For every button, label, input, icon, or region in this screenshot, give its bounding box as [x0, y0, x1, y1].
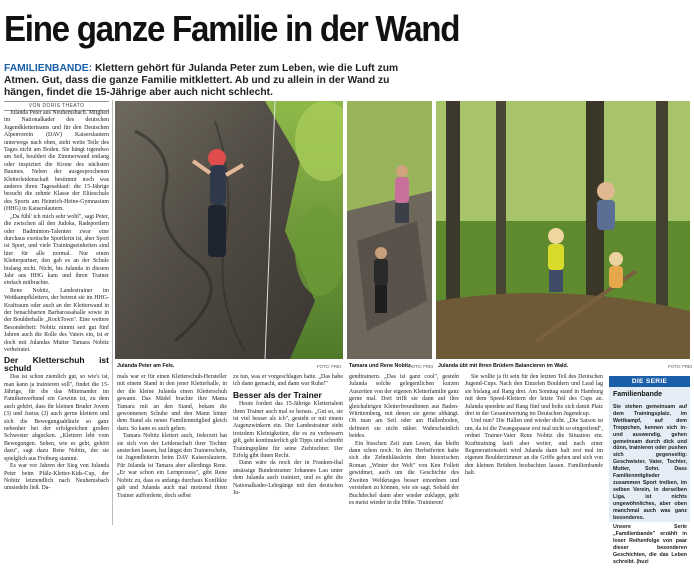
series-text: [613, 404, 687, 569]
lead-paragraph: [4, 63, 424, 99]
body-paragraph: mals war er für einen Kletterschuh-Hersteller mit einem Stand in den jener Kletterhalle, in der die kleine Julanda einen Kletterschuh gewann. Das Mädel brachte ihre Mama Tamara mit an den Stand, bekam die gewonnenen Schuhe und den Mann hinter dem Stand als neues Familienmitglied gleich dazu. So kann es auch gehen.: [117, 374, 227, 432]
headline: Eine ganze Familie in der Wand: [4, 8, 460, 49]
photo-credit: FOTO: FREI: [317, 364, 342, 369]
photo-caption: Julanda übt mit ihren Brüdern Balancieren im Wald.: [438, 363, 569, 369]
body-paragraph: Sie wollte ja fit sein für den letzten Teil des Deutschen Jugend-Cups. Nach den Einzelen Bouldern und Lead lag sie bislang auf Rang drei. Am Sonntag stand in Hamburg mit dem Speed-Klettern der letzte Teil des Cups an. Julanda speedete auf Rang fünf und holte sich damit Platz drei in der Gesamtwertung im Deutschen Jugendcup.: [465, 374, 603, 418]
article-column-3: [233, 374, 343, 498]
climber-on-rock-photo: [115, 101, 343, 359]
body-paragraph: zu tun, was er vorgeschlagen hatte. „Das habe ich dann gemacht, und dann war Ruhe!": [233, 374, 343, 388]
series-paragraph: Sie stehen gemeinsam auf dem Trainingsplatz, im Wettkampf, auf dem Treppchen, kennen sich in- und auswendig, gehen gemeinsam durch dick und dünn, trainieren oder pushen sich gegenseitig: Geschwister, Vater, Tochter, Mutter, Sohn. Dass Familienmitglieder zusammen Sport treiben, im selben Verein, in derselben Liga, ist nichts ungewöhnliches, aber oben manchmal auch was ganz besonderes.: [613, 404, 687, 521]
body-paragraph: Rene Nobitz, Landestrainer im Wettkampfklettern, der betreut sie im HHG-Kraftraum oder auch an der Kletterwand in der benachbarten Barbarossahalle sowie in der Boulderhalle „RockTown". Eine weitere Besonderheit: Nobitz nimmt seit gut fünf Jahren auch die Rolle des Vaters ein, ist er doch mit Julandas Mutter Tamara Nobitz verheiratet.: [4, 287, 109, 353]
photo-credit: FOTO: FREI: [668, 364, 693, 369]
photo-caption: Tamara und Rene Nobitz.: [349, 363, 413, 369]
body-paragraph: Und nun? Die Hallen und wieder dicht. „Die Saison ist um, da ist die Zwangspause erst mal nicht so eingreifend", ordnet Trainer-Vater Rene Nobitz die Situation ein. Krafttraining lauft aber weiter, und nach einer Regenerationszeit wird Julanda dann halt erst mal im eigenen Boulderzimmer an die Griffe gehen und sich von den kleinen Brüdern beobachten lassen. Familienbande halt.: [465, 418, 603, 477]
photo-credit: FOTO: FREI: [409, 364, 434, 369]
byline: VON DORIS THEATO: [4, 101, 109, 111]
body-paragraph: Ein bisschen Zeit zum Lesen, das bleibt dann schon noch. In den Herbstferien hatte sich die Zehntklässlerin dem historischen Roman „Winter der Welt" von Ken Follett gewidmet, auch um die Geschichte des Zweiten Weltkrieges besser einordnen und verstehen zu können, wie sie sagt. Sobald der Buchdeckel dann aber wieder zuklappt, geht es meist wieder in die Höhe. Trainieren!: [349, 440, 459, 506]
article-column-1: [4, 110, 109, 493]
subheading: Besser als der Trainer: [233, 389, 322, 400]
article-column-2: [117, 374, 227, 500]
body-paragraph: Heute fordert das 15-Jährige Klettertalent ihren Trainer auch mal so heraus. „Gut so, sie ist viel besser als ich", gesteht er mit einem Augenzwinkern ein. Der Landestrainer sieht trotzdem Kleinigkeiten, die es zu verbessern gilt, geht kontinuierlich gilt Tipps und schreibt Trainingspläne für seine Ziehtochter. Der Erfolg gibt ihnen Recht.: [233, 401, 343, 460]
body-paragraph: Das ist schon ziemlich gut, so wie's ist, man kann ja trainieren soll", findet die 15-Jährige, für die das Miteinander im Familienverbund ein Gewinn ist, zu dem auch gehört, dass ihr kleinen Bruder Jovem (3) und Justus (2) auch gerne klettern und sich die Bewegungsabläufe so ganz nebenher bei der erfolgreichen großen Schwester abgucken. „Klettern lebt vom Bewegungen. Sehen, wie es geht, gehört dazu", sagt dazu Rene Nobitz, der sie spielglich aus Freiburg stammt.: [4, 374, 109, 462]
tamara-rene-photo: [347, 101, 432, 359]
article-column-5: [465, 374, 603, 478]
series-title: Familienbande: [613, 391, 663, 398]
subheading: Der Kletterschuh ist schuld: [4, 355, 109, 373]
body-paragraph: Es war vor Jahren der Sieg von Julanda Peter beim Pfälz-Kletter-Kids-Cup, der Nobitz letztendlich nach Neuhemsbach umsiedeln ließ. Da-: [4, 463, 109, 492]
body-paragraph: „Da fühl' ich mich sehr wohl", sagt Peter, die zwischen all den Judoka, Radsportlern oder Badminton-Talenten zwar eine durchaus exotische Sportlerin ist, aber Sport ist Sport, und viele Trainingseinheiten sind hier für alle normal. Nur einen Kletterpartner, den gab es an der Schule bislang nicht. Nicht, bis Julanda in diesem Jahr ans HHG kam und ihren Trainer einfach mitbrachte.: [4, 213, 109, 287]
body-paragraph: Tamara Nobitz klettert auch, Jederzeit hat sie sich von der Leidenschaft ihrer Tochter anstecken lassen, hat längst den Trainerschein, ist Jugendleiterin beim DAV Kaiserslautern. Für Julanda ist Tamara aber allerdings Rene. „Er war schon ein Lernprozess", gibt Rene Nobitz zu, dass es anfangs durchaus Konflikte gab und Julanda auch mal motzend ihren Trainer aufforderte, doch selbst: [117, 433, 227, 499]
article-column-4: [349, 374, 459, 507]
lead-text: Klettern gehört für Julanda Peter zum Leben, wie die Luft zum Atmen. Gut, dass die ganze Familie mitklettert. Ab und zu allein in der Wand zu hängen, findet die 15-Jährige aber auch nicht schlecht.: [4, 63, 399, 98]
body-paragraph: gendtrainern. „Das ist ganz cool", gesteht Julanda solche gelegentlichen kurzen Auszeiten von der eigenen Kletterfamilie ganz gerne mal. Dort trifft sie dann auf ihre gleichaltrigen Kletterfreundinnen aus Baden-Württemberg, mit denen sie gerne abhängt. Oh man am Seil oder am Hallenboden, definiert sie nicht näher. Wahrscheinlich beides.: [349, 374, 459, 440]
lead-kicker: FAMILIENBANDE:: [4, 63, 93, 74]
photo-caption: Julanda Peter am Fels.: [117, 363, 175, 369]
series-paragraph: Unsere Serie „Familienbande" erzählt in loser Reihenfolge von paar dieser besonderen Geschichten, die das Leben schreibt. |huzi: [613, 524, 687, 565]
body-paragraph: Dann wäre da noch der in Franken-thal ansässige Bundestrainer Johannes Lau unter dem Julanda auch trainiert, und es gibt die Nationalkader-Lehrgänge mit den deutschen Ju-: [233, 460, 343, 497]
column-divider: [112, 100, 113, 525]
series-header: DIE SERIE: [609, 376, 690, 387]
body-paragraph: Julanda Peter aus Neuhemsbach. Mitglied im Nationalkader des deutschen Jugendkletterteams und für den Deutschen Alpenverein (DAV) Kaiserslautern unterwegs nach oben, steht weite Teile des Tages nicht am Boden. Sie hängt irgendwo am Seil, bouldert die Zimmerwand entlang oder inspiziert die Krone des nächsten Baumes. Neben der ausgesprochenen Kletterleidenschaft bestimmt noch was anderes ihren Tagesablauf: die 15-Jährige besucht die zehnte Klasse der Eliteschule des Sports am Heinrich-Heine-Gymnasium (HHG) in Kaiserslautern.: [4, 110, 109, 213]
siblings-balancing-photo: [436, 101, 690, 359]
